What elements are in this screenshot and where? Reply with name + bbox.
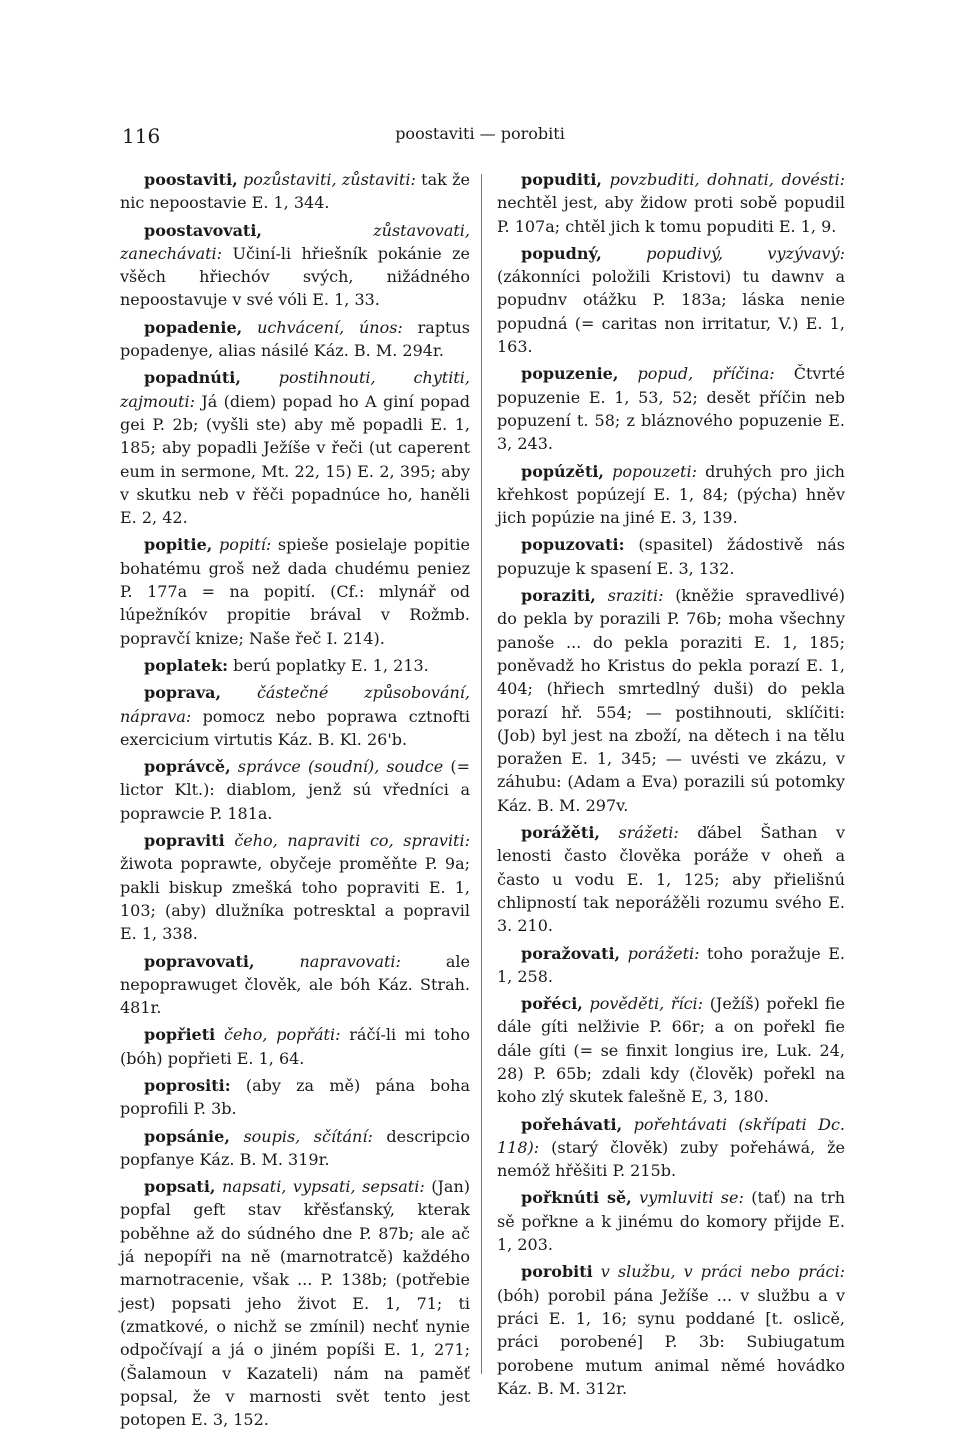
headword: pořehávati,: [521, 1114, 623, 1134]
headword: popúzěti,: [521, 461, 604, 481]
dictionary-entry: [497, 992, 845, 1108]
headword: porážěti,: [521, 823, 600, 843]
entry-text: descripcio popfanye Káz. B. M. 319r.: [120, 1126, 471, 1169]
dictionary-entry: [497, 942, 845, 989]
dictionary-entry: [120, 366, 470, 529]
headword: poplatek:: [144, 655, 229, 675]
entry-text: (aby za mě) pána boha poprofili P. 3b.: [120, 1075, 470, 1119]
headword: popuzenie,: [521, 364, 619, 384]
headword: pořknúti sě,: [521, 1188, 632, 1208]
entry-text: (starý člověk) zuby pořeháwá, že nemóž hřěšiti P. 215b.: [497, 1137, 845, 1181]
entry-text: tak že nic nepoostavie E. 1, 344.: [120, 170, 470, 213]
entry-translation: pověděti, říci:: [589, 994, 704, 1014]
headword: popřieti: [144, 1025, 216, 1045]
dictionary-entry: [120, 829, 470, 945]
dictionary-entry: [497, 533, 845, 580]
entry-translation: napsati, vypsati, sepsati:: [221, 1177, 425, 1197]
entry-text: (tať) na trh sě pořkne a k jinému do komory přijde E. 1, 203.: [497, 1188, 846, 1255]
entry-translation: v službu, v práci nebo práci:: [600, 1262, 845, 1282]
headword: pořéci,: [521, 994, 583, 1014]
headword: popuditi,: [521, 170, 602, 189]
dictionary-entry: [120, 755, 470, 825]
dictionary-entry: [497, 1260, 845, 1400]
dictionary-entry: [120, 950, 470, 1020]
entry-translation: zůstavovati, zanechávati:: [120, 220, 470, 263]
entry-text: žiwota poprawte, obyčeje proměňte P. 9a; pakli biskup zmešká toho popraviti E. 1, 103; (aby) dlužníka potresktal a popravil E. 1, 338.: [120, 854, 470, 944]
headword: popuzovati:: [521, 535, 625, 555]
dictionary-entry: [120, 219, 470, 312]
entry-translation: sraziti:: [607, 586, 664, 606]
dictionary-entry: [120, 1074, 470, 1121]
entry-translation: čeho, napraviti co, spraviti:: [234, 831, 470, 851]
headword: popraviti: [144, 831, 225, 851]
entry-text: ráčí-li mi toho (bóh) popřieti E. 1, 64.: [120, 1025, 470, 1068]
page-number: 116: [122, 124, 161, 148]
entry-text: (bóh) porobil pána Ježíše ... v službu a v práci E. 1, 16; synu poddané [t. oslicě, práci porobené] P. 3b: Subiugatum porobene mutum animal němé hovádko Káz. B. M. 312r.: [497, 1285, 845, 1398]
entry-text: toho poražuje E. 1, 258.: [497, 943, 845, 986]
entry-translation: porážeti:: [627, 943, 700, 963]
entry-translation: pořehtávati (skřípati Dc. 118):: [497, 1114, 845, 1157]
headword: popsánie,: [144, 1126, 230, 1146]
entry-translation: srážeti:: [618, 823, 679, 843]
entry-translation: popouzeti:: [612, 461, 697, 481]
headword: poprava,: [144, 683, 222, 703]
entry-text: nechtěl jest, aby židow proti sobě popudil P. 107a; chtěl jich k tomu popuditi E. 1, 9.: [497, 193, 845, 236]
headword: poostaviti,: [144, 170, 238, 189]
entry-text: spieše posielaje popitie bohatému groš než dada chudému peniez P. 177a = na popití. (Cf.: mlynář od lúpežníkóv propitie brával v Rožmb. popravčí knize; Naše řeč I. 214).: [120, 535, 470, 648]
headword: popravovati,: [144, 951, 255, 971]
entry-translation: napravovati:: [299, 951, 401, 971]
right-column: [497, 168, 845, 1404]
dictionary-entry: [497, 460, 845, 530]
dictionary-entry: [120, 1175, 470, 1431]
left-column: [120, 168, 470, 1435]
dictionary-entry: [497, 242, 845, 358]
entry-translation: popití:: [219, 535, 272, 555]
dictionary-entry: [120, 316, 470, 363]
entry-text: ale nepoprawuget člověk, ale bóh Káz. Strah. 481r.: [120, 951, 470, 1018]
headword: poprávcě,: [144, 757, 231, 777]
entry-translation: vymluviti se:: [639, 1188, 744, 1208]
entry-text: druhých pro jich křehkost popúzejí E. 1, 84; (pýcha) hněv jich popúzie na jiné E. 3, 139.: [497, 461, 845, 528]
entry-text: (= lictor Klt.): diablom, jenž sú vředníci a poprawcie P. 181a.: [120, 757, 470, 823]
headword: poprositi:: [144, 1075, 231, 1095]
headword: popudný,: [521, 243, 602, 263]
dictionary-entry: [497, 1186, 845, 1256]
entry-text: pomocz nebo poprawa cztnofti exercicium virtutis Káz. B. Kl. 26'b.: [120, 706, 470, 749]
dictionary-entry: [497, 362, 845, 455]
headword: poostavovati,: [144, 220, 262, 240]
entry-text: Učiní-li hřiešník pokánie ze všěch hřiechóv svých, nižádného nepoostavuje v své vóli E. 1, 33.: [120, 243, 470, 310]
dictionary-entry: [497, 1113, 845, 1183]
dictionary-entry: [120, 533, 470, 649]
entry-translation: postihnouti, chytiti, zajmouti:: [120, 368, 470, 411]
headword: popadenie,: [144, 317, 243, 337]
entry-text: ďábel Šathan v lenosti často člověka poráže v oheň a často u vodu E. 1, 125; aby přielišnú chlipností tak neporážěli rozumu svého E. 3. 210.: [497, 823, 845, 936]
entry-translation: pozůstaviti, zůstaviti:: [243, 170, 416, 189]
entry-translation: popud, příčina:: [637, 364, 775, 384]
entry-translation: uchvácení, únos:: [257, 317, 403, 337]
headword: popadnúti,: [144, 368, 241, 388]
headword: poraziti,: [521, 586, 596, 606]
entry-text: (Jan) popfal geft stav křěsťanský, kterak poběhne až do súdného dne P. 87b; ale ač já nepopíři na ně (marnotratcě) každého marnotracenie, však ... P. 138b; (potřebie jest) popsati jeho život E. 1, 71; ti (zmatkové, o nichž se zmínil) nechť nynie odpočívají a já o jiném popíši E. 1, 271; (Šalamoun v Kazateli) nám na paměť popsal, že v marnosti svět tento jest potopen E. 3, 152.: [120, 1177, 470, 1430]
running-head: poostaviti — porobiti: [395, 124, 565, 143]
dictionary-entry: [120, 1125, 470, 1172]
headword: porobiti: [521, 1262, 593, 1282]
entry-text: (spasitel) žádostivě nás popuzuje k spasení E. 3, 132.: [497, 535, 845, 578]
entry-text: Já (diem) popad ho A giní popad gei P. 2b; (vyšli ste) aby mě popadli E. 1, 185; aby popadli Ježíše v řeči (ut caperent eum in sermone, Mt. 22, 15) E. 2, 395; aby v skutku neb v řěči popadnúce ho, haněli E. 2, 42.: [120, 391, 470, 528]
dictionary-entry: [120, 681, 470, 751]
entry-text: berú poplatky E. 1, 213.: [233, 655, 429, 675]
entry-text: (Ježíš) pořekl fie dále gíti nelživie P. 66r; a on pořekl fie dále gíti (= se finxit longius ire, Luk. 24, 28) P. 65b; zdali kdy (člověk) pořekl na koho zlý skutek falešně E, 3, 180.: [497, 994, 845, 1107]
entry-text: Čtvrté popuzenie E. 1, 53, 52; desět příčin neb popuzení t. 58; z bláznového popuzenie E. 3, 243.: [497, 364, 846, 454]
entry-text: (kněžie spravedlivé) do pekla by porazili P. 76b; moha všechny panoše ... do pekla poraziti E. 1, 185; poněvadž ho Kristus do pekla porazí E. 1, 404; (hřiech smrtedlný duši) do pekla porazí hř. 554; — postihnouti, sklíčiti: (Job) byl jest na zboží, na dětech i na tělu poražen E. 1, 345; — uvésti ve zkázu, v záhubu: (Adam a Eva) porazili sú potomky Káz. B. M. 297v.: [497, 586, 845, 815]
entry-translation: správce (soudní), soudce: [237, 757, 444, 777]
entry-translation: částečné způsobování, náprava:: [120, 683, 470, 726]
entry-translation: čeho, popřáti:: [223, 1025, 341, 1045]
dictionary-entry: [497, 821, 845, 937]
entry-text: raptus popadenye, alias násilé Káz. B. M. 294r.: [120, 317, 470, 361]
entry-text: (zákonníci položili Kristovi) tu dawnv a popudnv otážku P. 183a; láska nenie popudná (= caritas non irritatur, V.) E. 1, 163.: [497, 267, 845, 357]
dictionary-entry: [120, 654, 470, 677]
entry-translation: povzbuditi, dohnati, dovésti:: [609, 170, 845, 189]
entry-translation: soupis, sčítání:: [243, 1126, 373, 1146]
dictionary-entry: [497, 584, 845, 817]
dictionary-entry: [120, 168, 470, 215]
entry-translation: popudivý, vyzývavý:: [646, 243, 845, 263]
column-divider: [481, 174, 482, 1374]
headword: popitie,: [144, 535, 213, 555]
headword: poražovati,: [521, 943, 621, 963]
dictionary-entry: [120, 1023, 470, 1070]
headword: popsati,: [144, 1177, 216, 1197]
dictionary-entry: [497, 168, 845, 238]
